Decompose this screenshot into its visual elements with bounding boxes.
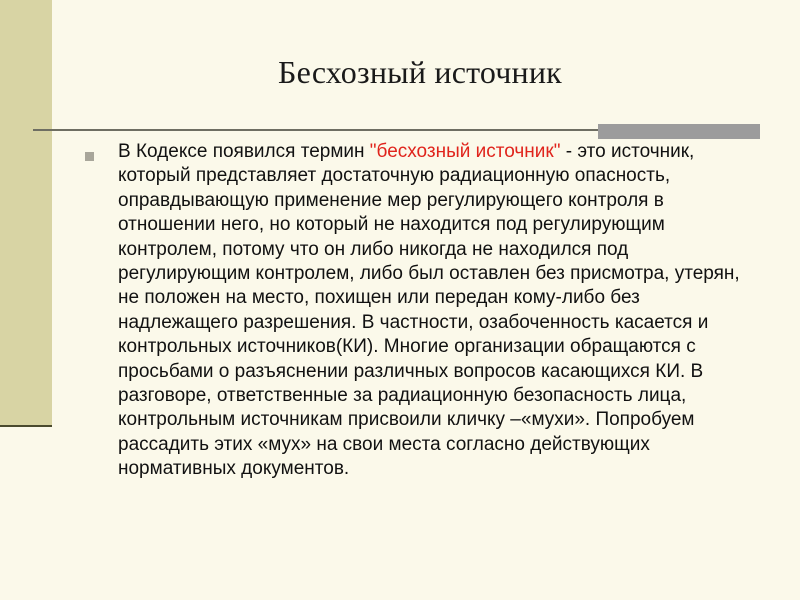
left-band-underline bbox=[0, 425, 52, 427]
bullet-text-rest: - это источник, который представляет достаточную радиационную опасность, оправдывающую применение мер регулирующего контроля в отношении него, но который не находится под регулирующим контролем, потому что он либо никогда не находился под регулирующим контролем, либо был оставлен без присмотра, утерян, не положен на место, похищен или передан кому-либо без надлежащего разрешения. В частности, озабоченность касается и контрольных источников(КИ). Многие организации обращаются с просьбами о разъяснении различных вопросов касающихся КИ. В разговоре, ответственные за радиационную безопасность лица, контрольным источникам присвоили кличку –«мухи». Попробуем рассадить этих «мух» на свои места согласно действующих нормативных документов. bbox=[118, 141, 740, 480]
bullet-text bbox=[118, 140, 765, 482]
bullet-text-intro: В Кодексе появился термин bbox=[118, 141, 370, 162]
title-divider-block bbox=[598, 124, 760, 139]
bullet-item bbox=[85, 140, 765, 482]
title-divider-line bbox=[33, 129, 598, 131]
slide-content bbox=[85, 140, 765, 482]
highlighted-term: "бесхозный источник" bbox=[369, 141, 561, 162]
slide-title: Бесхозный источник bbox=[278, 54, 562, 90]
square-bullet-icon bbox=[85, 152, 94, 161]
